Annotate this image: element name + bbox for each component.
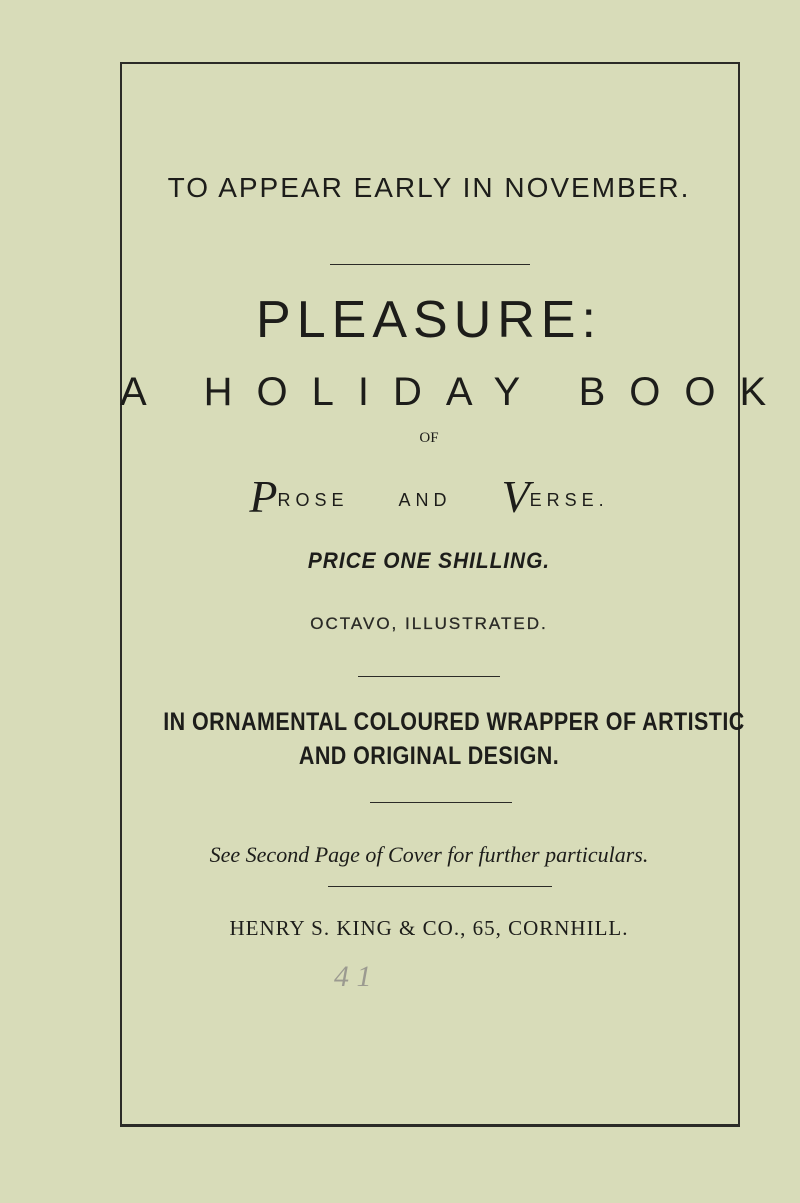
rule-bottom	[328, 886, 552, 887]
prose-initial: P	[249, 471, 278, 522]
wrapper-description-line2: AND ORIGINAL DESIGN.	[298, 742, 560, 770]
rule-top	[330, 264, 530, 265]
page-border-frame	[120, 62, 745, 1127]
prose-and-verse	[120, 470, 738, 523]
format-line: OCTAVO, ILLUSTRATED.	[310, 614, 548, 633]
of-word: OF	[419, 430, 439, 446]
wrapper-description-line1: IN ORNAMENTAL COLOURED WRAPPER OF ARTISTIC	[163, 708, 745, 736]
and-word: AND	[398, 490, 452, 510]
book-subtitle: A HOLIDAY BOOK	[120, 370, 791, 414]
price-line: PRICE ONE SHILLING.	[307, 548, 551, 573]
publisher-line: HENRY S. KING & CO., 65, CORNHILL.	[229, 916, 629, 940]
see-note: See Second Page of Cover for further particulars.	[209, 842, 649, 867]
rule-lower	[370, 802, 512, 803]
rule-middle	[358, 676, 500, 677]
prose-rest: ROSE	[277, 490, 349, 510]
verse-rest: ERSE.	[529, 490, 609, 510]
announcement-heading: TO APPEAR EARLY IN NOVEMBER.	[167, 172, 691, 203]
handwritten-mark: 4 1	[334, 960, 372, 993]
book-title: PLEASURE:	[256, 291, 602, 349]
verse-initial: V	[501, 471, 530, 522]
